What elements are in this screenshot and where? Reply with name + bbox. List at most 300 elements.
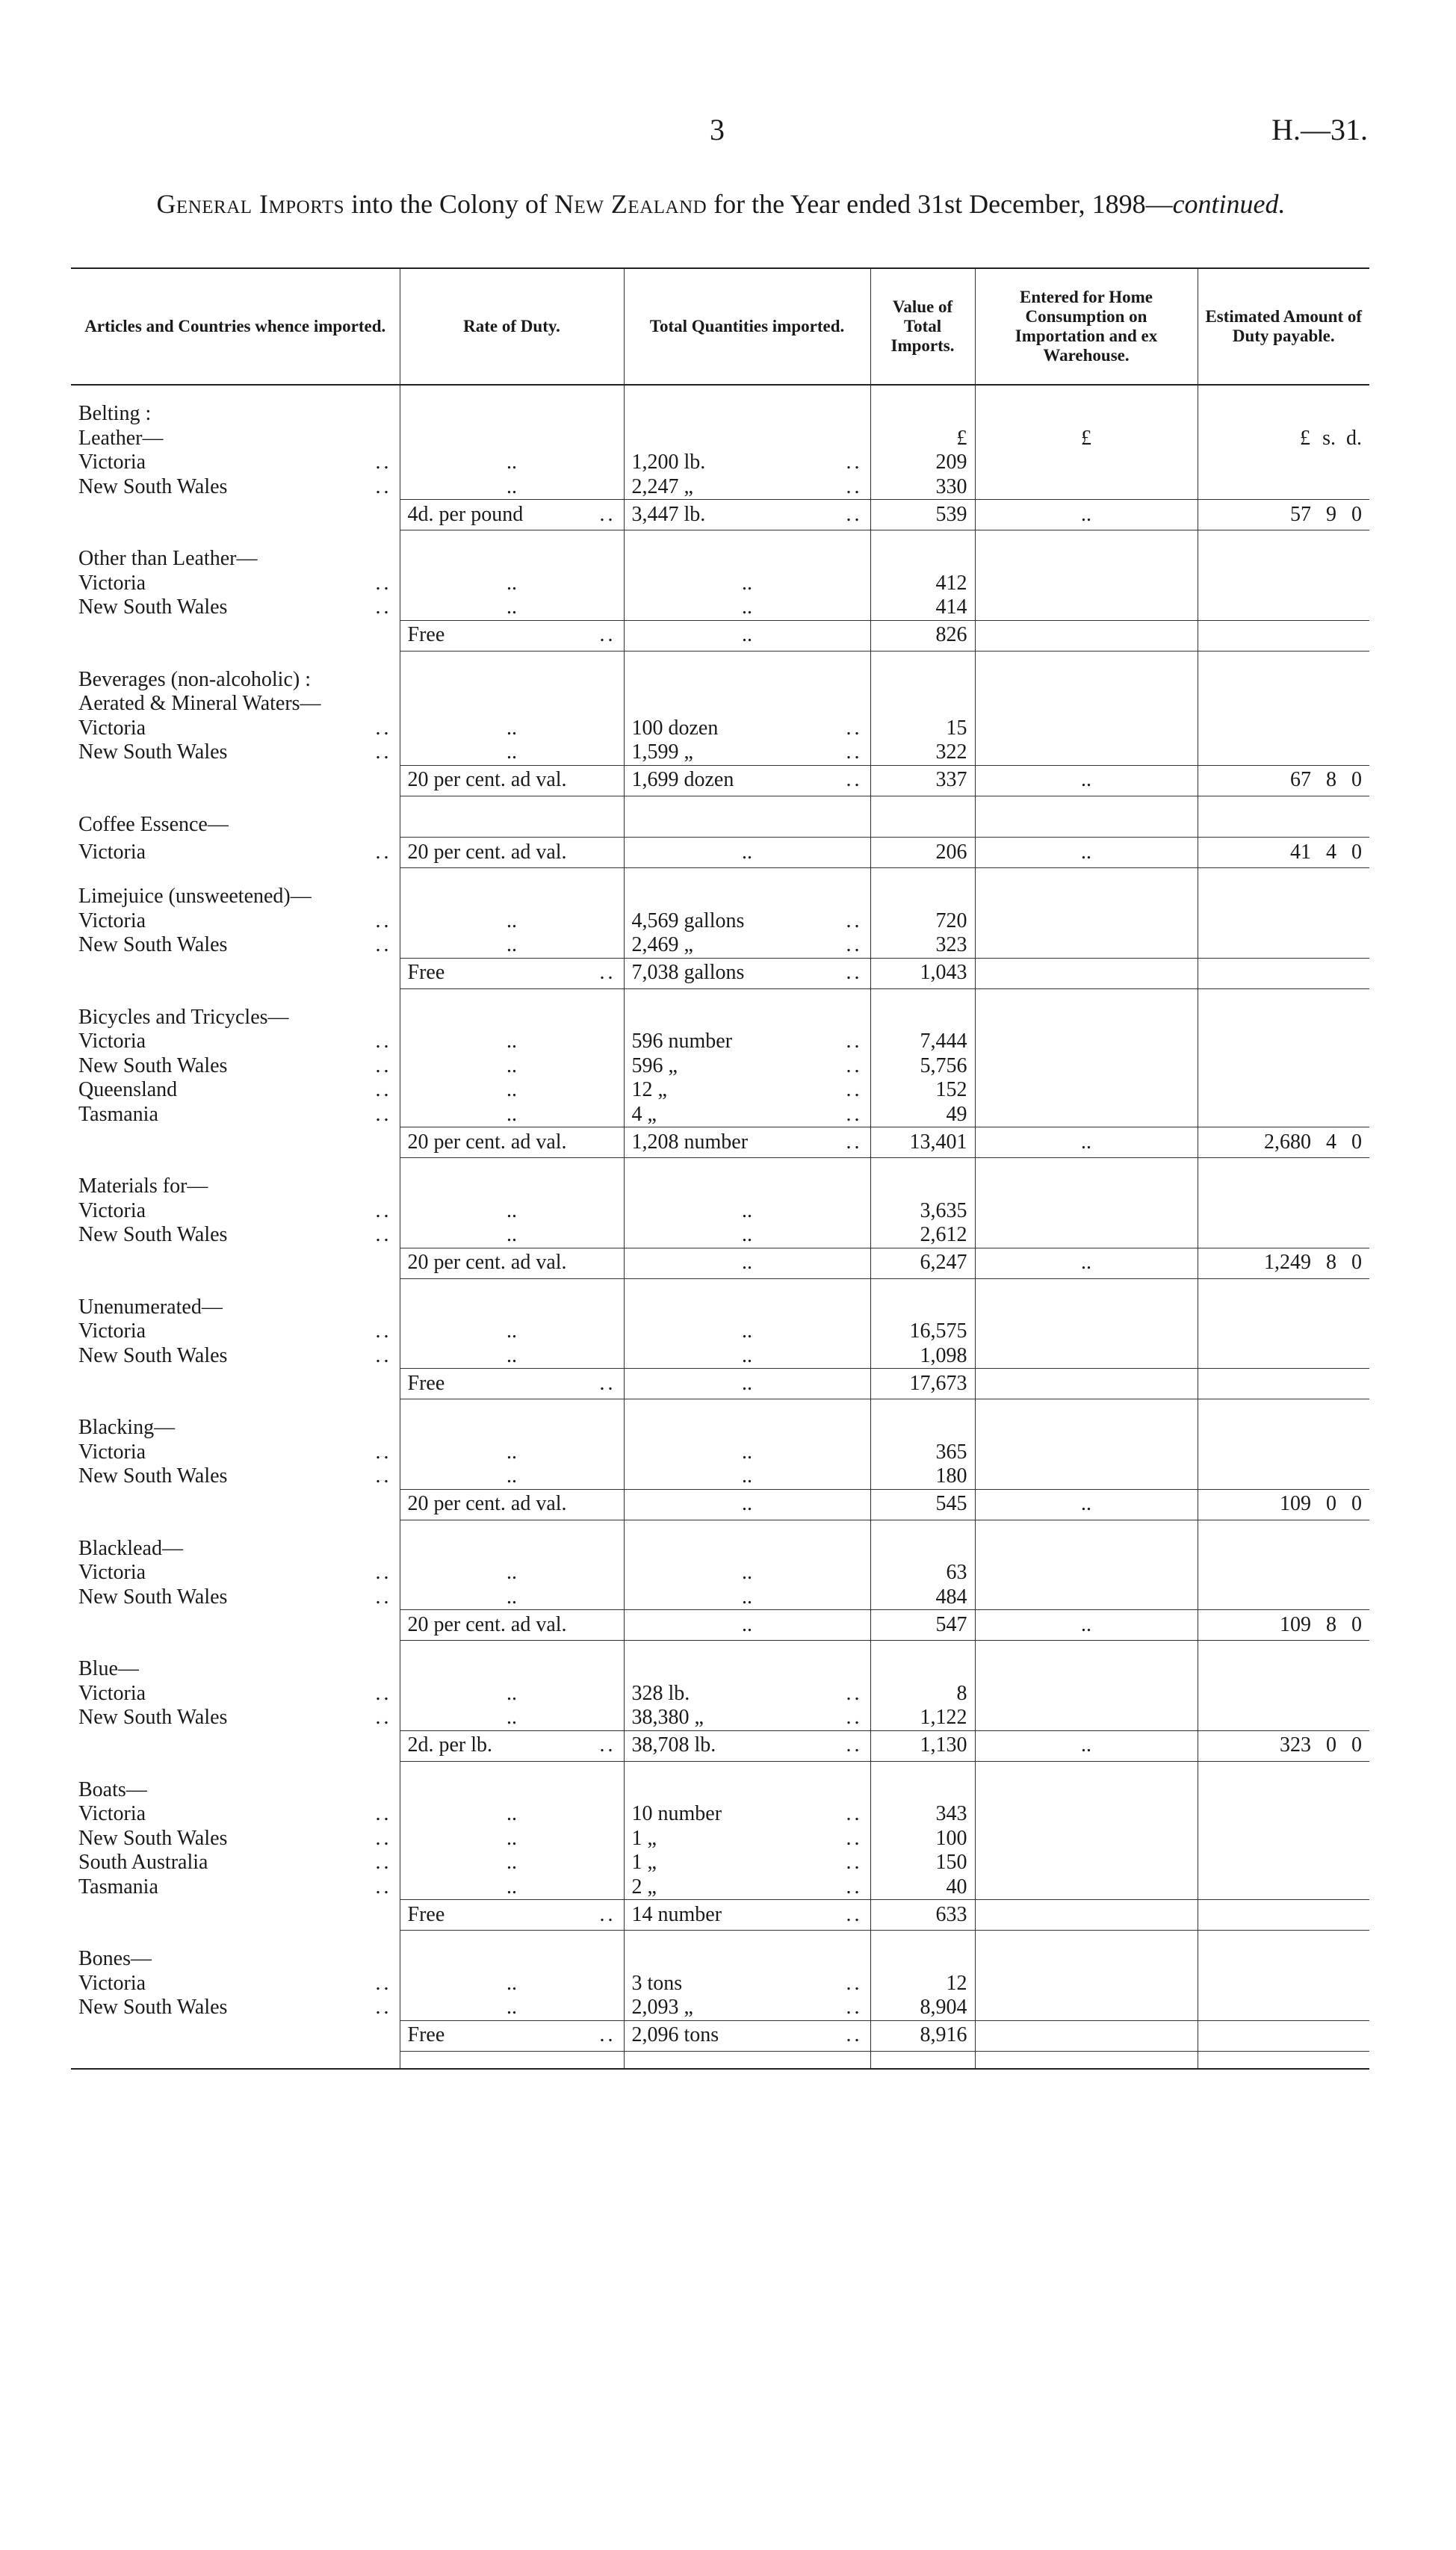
leader-dots: .. [846,1706,863,1729]
home-consumption-cell [975,500,1198,530]
value-cell [870,1851,975,1875]
country-row [71,1682,1369,1706]
quantity-cell [624,1996,870,2020]
quantity-leader: .. [742,1585,752,1609]
rate-leader: .. [506,1343,517,1367]
value-cell [870,500,975,530]
spacer-cell [624,1931,870,1948]
quantity-cell [624,1585,870,1610]
country-name: Victoria [78,1030,146,1053]
rate-cell [400,1248,624,1278]
article-cell [71,402,400,427]
duty-shillings: 4 [1326,840,1336,864]
article-cell [71,813,400,838]
country-row [71,475,1369,500]
article-label: Blacklead— [78,1536,183,1560]
category-row [71,1947,1369,1972]
rate-leader: .. [506,451,517,474]
leader-dots: .. [846,1102,863,1126]
country-row [71,1440,1369,1465]
value-cell [870,1537,975,1562]
spacer-cell [975,1158,1198,1175]
duty-pounds: 323 [1280,1733,1311,1757]
leader-dots: .. [375,474,392,498]
country-name: Tasmania [78,1875,158,1898]
spacer-cell [400,1520,624,1537]
quantity-leader: .. [742,595,752,619]
leader-dots: .. [375,1561,392,1584]
value-amount: 1,122 [920,1706,967,1729]
article-cell [71,1369,400,1399]
value-cell [870,547,975,572]
quantity-value: 3,447 lb. [631,502,706,526]
article-cell [71,1416,400,1440]
rate-cell [400,547,624,572]
country-row [71,1054,1369,1079]
total-row [71,620,1369,651]
value-amount: 337 [935,768,967,792]
col-header-duty: Estimated Amount of Duty payable. [1198,268,1369,385]
duty-cell [1198,1610,1369,1641]
quantity-leader: .. [742,1198,752,1222]
duty-cell [1198,1319,1369,1344]
rate-cell [400,1537,624,1562]
rate-cell [400,620,624,651]
quantity-cell [624,838,870,868]
quantity-value: 4 „ [631,1102,657,1126]
country-name: New South Wales [78,1996,228,2020]
value-amount: 1,098 [920,1343,967,1367]
spacer-cell [870,1641,975,1658]
country-row [71,1319,1369,1344]
duty-cell [1198,1030,1369,1054]
rate-cell [400,1296,624,1320]
duty-shillings: 8 [1326,1251,1336,1275]
rate-cell [400,1440,624,1465]
spacer-cell [71,796,400,813]
duty-amount [1206,1733,1363,1758]
quantity-cell [624,717,870,741]
spacer-cell [975,1641,1198,1658]
rate-cell [400,1610,624,1641]
article-cell [71,475,400,500]
duty-cell [1198,1706,1369,1730]
quantity-cell [624,1175,870,1199]
rate-cell [400,1416,624,1440]
value-cell [870,1248,975,1278]
value-amount: 6,247 [920,1251,967,1275]
value-cell [870,1996,975,2020]
article-cell [71,1464,400,1489]
duty-cell [1198,1175,1369,1199]
article-cell [71,1947,400,1972]
total-row [71,1730,1369,1761]
spacer-cell [1198,1520,1369,1537]
value-cell [870,1369,975,1399]
duty-amount [1206,1130,1363,1155]
category-row [71,668,1369,693]
value-amount: 5,756 [920,1053,967,1077]
value-cell [870,1610,975,1641]
article-cell [71,885,400,909]
leader-dots: .. [375,1102,392,1126]
quantity-leader: .. [742,1612,752,1636]
duty-cell [1198,1078,1369,1103]
spacer-cell [400,651,624,668]
leader-dots: .. [375,1996,392,2020]
duty-pence: 0 [1351,1251,1362,1275]
quantity-value: 596 „ [631,1053,678,1077]
article-cell [71,1078,400,1103]
rate-leader: .. [506,933,517,956]
spacer-cell [71,1931,400,1948]
country-name: New South Wales [78,1826,228,1850]
duty-cell [1198,1900,1369,1931]
rate-leader: .. [506,595,517,619]
leader-dots: .. [375,1585,392,1609]
article-cell [71,909,400,934]
leader-dots: .. [375,595,392,619]
quantity-cell [624,1103,870,1127]
col-header-rate: Rate of Duty. [400,268,624,385]
quantity-cell [624,1851,870,1875]
category-row [71,427,1369,451]
duty-pounds: 1,249 [1264,1251,1311,1275]
value-amount: 63 [946,1561,967,1584]
value-amount: 209 [935,451,967,474]
quantity-leader: .. [742,1371,752,1395]
duty-cell [1198,1875,1369,1900]
total-row [71,2020,1369,2051]
leader-dots: .. [846,1681,863,1705]
country-row [71,1030,1369,1054]
rate-cell [400,1657,624,1682]
duty-units [1206,427,1363,451]
duty-amount [1206,1613,1363,1638]
rate-cell [400,475,624,500]
article-cell [71,1851,400,1875]
article-cell [71,620,400,651]
spacer-cell [870,1399,975,1417]
duty-cell [1198,547,1369,572]
home-consumption-cell [975,1369,1198,1399]
quantity-leader: .. [742,1319,752,1343]
duty-cell [1198,1657,1369,1682]
article-cell [71,1537,400,1562]
article-cell [71,740,400,765]
leader-dots: .. [375,840,392,864]
leader-dots: .. [375,909,392,932]
quantity-cell [624,1610,870,1641]
quantity-cell [624,1464,870,1489]
page-number: 3 [710,113,725,146]
leader-dots: .. [846,1971,863,1995]
value-cell [870,958,975,988]
home-consumption-cell [975,1344,1198,1369]
value-amount: 720 [935,909,967,932]
leader-dots: .. [599,961,616,985]
duty-cell [1198,692,1369,717]
value-cell [870,813,975,838]
home-consumption-cell [975,1875,1198,1900]
value-cell [870,1103,975,1127]
quantity-cell [624,1223,870,1248]
quantity-cell [624,958,870,988]
value-amount: 152 [935,1078,967,1101]
total-row [71,1489,1369,1520]
duty-cell [1198,1730,1369,1761]
duty-cell [1198,451,1369,475]
article-cell [71,668,400,693]
quantity-cell [624,1199,870,1224]
title-connector: into the Colony of [344,189,555,219]
spacer-cell [624,1641,870,1658]
value-cell [870,740,975,765]
spacer-cell [975,1761,1198,1778]
article-label: Materials for— [78,1175,208,1198]
spacer-cell [400,1399,624,1417]
country-row [71,1996,1369,2020]
duty-pence: 0 [1351,1733,1362,1757]
rate-cell [400,717,624,741]
value-amount: 1,130 [920,1733,967,1757]
value-cell [870,1223,975,1248]
title-continued: continued. [1172,189,1286,219]
duty-pence: 0 [1351,1612,1362,1636]
quantity-leader: .. [742,623,752,647]
rate-cell [400,1078,624,1103]
home-consumption-cell [975,2020,1198,2051]
rate-cell [400,1827,624,1851]
leader-dots: .. [375,740,392,764]
quantity-cell [624,595,870,620]
spacer-cell [870,1520,975,1537]
home-consumption-cell [975,427,1198,451]
duty-pence-unit: d. [1346,426,1362,450]
quantity-cell [624,1972,870,1996]
home-consumption-cell [975,668,1198,693]
home-consumption-cell [975,1127,1198,1158]
total-row [71,1610,1369,1641]
country-row [71,1078,1369,1103]
value-amount: 100 [935,1826,967,1850]
home-consumption-cell [975,1030,1198,1054]
rate-leader: .. [506,1030,517,1053]
spacer-cell [400,868,624,885]
leader-dots: .. [375,1826,392,1850]
value-cell [870,595,975,620]
duty-cell [1198,1778,1369,1803]
duty-cell [1198,1006,1369,1030]
article-cell [71,1248,400,1278]
article-cell [71,838,400,868]
article-cell [71,1802,400,1827]
home-consumption-cell [975,933,1198,958]
duty-cell [1198,1585,1369,1610]
article-cell [71,1223,400,1248]
value-cell [870,1319,975,1344]
total-row [71,500,1369,530]
value-amount: 49 [946,1102,967,1126]
duty-cell [1198,1127,1369,1158]
category-row [71,885,1369,909]
quantity-cell [624,1248,870,1278]
spacer-cell [1198,1278,1369,1296]
spacer-row [71,868,1369,885]
duty-shillings: 0 [1326,1492,1336,1516]
spacer-cell [870,868,975,885]
country-name: South Australia [78,1851,208,1874]
quantity-value: 1,208 number [631,1130,749,1154]
category-row [71,1006,1369,1030]
quantity-cell [624,668,870,693]
article-cell [71,1489,400,1520]
country-name: Victoria [78,909,146,932]
article-cell [71,1996,400,2020]
value-amount: 206 [935,840,967,864]
value-amount: 13,401 [909,1130,967,1154]
spacer-cell [870,796,975,813]
duty-pence: 0 [1351,768,1362,792]
rate-cell [400,427,624,451]
duty-cell [1198,402,1369,427]
country-row [71,933,1369,958]
duty-shillings: 8 [1326,1612,1336,1636]
quantity-cell [624,402,870,427]
spacer-cell [870,988,975,1006]
rate-leader: .. [506,1223,517,1246]
value-cell [870,1296,975,1320]
leader-dots: .. [846,716,863,740]
spacer-cell [400,1158,624,1175]
duty-amount [1206,1492,1363,1517]
value-cell [870,1561,975,1585]
article-cell [71,1199,400,1224]
spacer-cell [870,2051,975,2069]
value-amount: 414 [935,595,967,619]
article-label: Blacking— [78,1416,176,1439]
value-cell [870,1827,975,1851]
total-row [71,1127,1369,1158]
quantity-cell [624,1537,870,1562]
leader-dots: .. [599,1733,616,1757]
spacer-cell [400,1641,624,1658]
table-body [71,385,1369,2069]
duty-cell [1198,717,1369,741]
home-consumption-cell [975,1248,1198,1278]
spacer-cell [624,530,870,548]
spacer-row [71,1641,1369,1658]
article-label: Blue— [78,1657,139,1680]
rate-leader: .. [506,1585,517,1609]
home-consumption-value: .. [1081,1251,1091,1275]
spacer-cell [71,988,400,1006]
value-amount: 412 [935,571,967,595]
total-row [71,958,1369,988]
article-cell [71,1054,400,1079]
home-consumption-cell [975,909,1198,934]
value-amount: 8,904 [920,1996,967,2019]
value-cell [870,572,975,596]
country-row [71,451,1369,475]
rate-of-duty: 20 per cent. ad val. [407,1612,567,1636]
leader-dots: .. [375,451,392,474]
leader-dots: .. [846,1902,863,1926]
quantity-leader: .. [742,1440,752,1464]
value-cell [870,933,975,958]
title-year: for the Year ended 31st December, 1898— [707,189,1173,219]
duty-pounds: 67 [1290,768,1311,792]
home-consumption-cell [975,740,1198,765]
category-row [71,813,1369,838]
home-consumption-cell [975,1851,1198,1875]
value-cell [870,451,975,475]
home-consumption-value: .. [1081,1130,1091,1154]
spacer-cell [975,796,1198,813]
rate-leader: .. [506,1102,517,1126]
value-cell [870,909,975,934]
country-name: New South Wales [78,933,228,957]
spacer-cell [71,530,400,548]
home-consumption-cell [975,1972,1198,1996]
duty-cell [1198,500,1369,530]
value-cell [870,838,975,868]
article-cell [71,1344,400,1369]
leader-dots: .. [375,716,392,740]
quantity-value: 7,038 gallons [631,961,745,985]
spacer-cell [624,1278,870,1296]
home-consumption-cell [975,692,1198,717]
value-amount: 180 [935,1464,967,1488]
home-consumption-value: .. [1081,502,1091,526]
leader-dots: .. [599,1371,616,1395]
duty-cell [1198,740,1369,765]
article-label: Boats— [78,1777,147,1801]
value-cell [870,668,975,693]
duty-pounds: 109 [1280,1612,1311,1636]
article-cell [71,717,400,741]
rate-cell [400,1103,624,1127]
duty-cell [1198,958,1369,988]
article-cell [71,692,400,717]
quantity-value: 1,699 dozen [631,768,734,792]
leader-dots: .. [846,2023,863,2047]
category-row [71,547,1369,572]
quantity-cell [624,1078,870,1103]
value-cell [870,1440,975,1465]
article-cell [71,572,400,596]
country-name: Victoria [78,840,146,864]
rate-cell [400,1778,624,1803]
quantity-cell [624,692,870,717]
leader-dots: .. [846,1996,863,2019]
leader-dots: .. [846,502,863,526]
quantity-leader: .. [742,1492,752,1516]
spacer-cell [624,988,870,1006]
spacer-row [71,2051,1369,2069]
rate-cell [400,1972,624,1996]
country-name: Victoria [78,451,146,474]
article-cell [71,1657,400,1682]
duty-cell [1198,1827,1369,1851]
quantity-cell [624,933,870,958]
title-colony: New Zealand [554,189,707,219]
home-consumption-cell [975,885,1198,909]
article-cell [71,1585,400,1610]
quantity-value: 2,469 „ [631,933,693,956]
spacer-cell [1198,1641,1369,1658]
country-name: New South Wales [78,595,228,619]
